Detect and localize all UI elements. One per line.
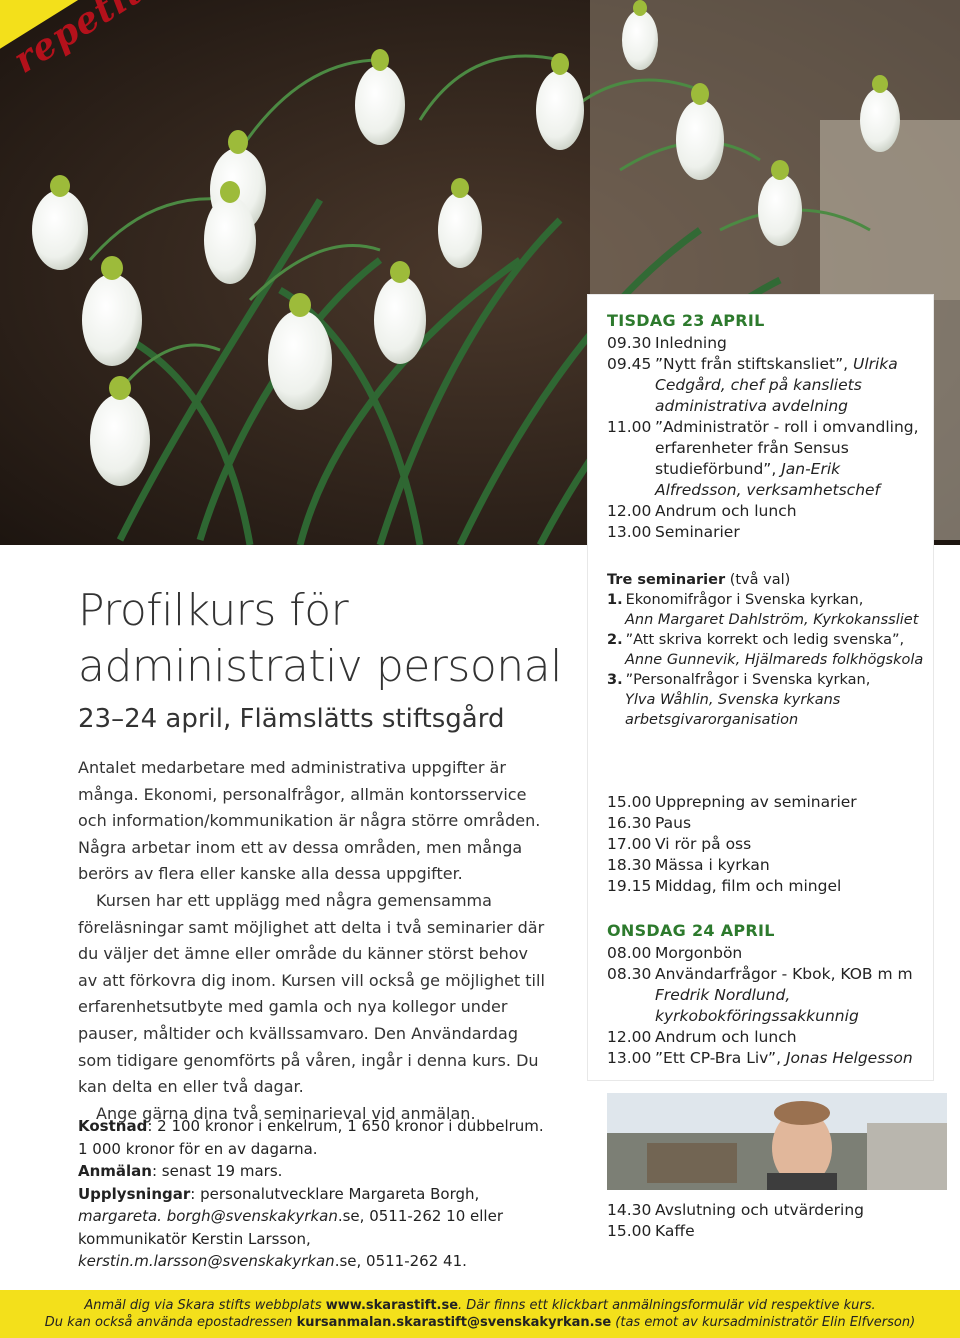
email-link[interactable]: margareta. <box>78 1207 162 1225</box>
schedule-item: 08.00 Morgonbön <box>607 944 743 962</box>
wednesday-schedule <box>607 920 927 1069</box>
seminars-heading: Tre seminarier (två val) <box>607 572 791 588</box>
paragraph: Ange gärna dina två seminarieval vid anmälan. <box>96 1103 476 1123</box>
page-subtitle: 23–24 april, Flämslätts stiftsgård <box>78 704 505 734</box>
schedule-item: 09.45 ”Nytt från stiftskansliet”, Ulrika Cedgård, chef på kansliets administrativa avdelning <box>607 355 898 415</box>
email-link[interactable]: kerstin.m.larsson@svenskakyrkan <box>78 1252 335 1270</box>
schedule-item: 09.30 Inledning <box>607 334 727 352</box>
seminar-list <box>607 570 927 730</box>
website-link[interactable]: www.skarastift.se <box>325 1298 459 1313</box>
schedule-item: 14.30 Avslutning och utvärdering <box>607 1201 865 1219</box>
schedule-item: 13.00 Seminarier <box>607 523 740 541</box>
schedule-item: 12.00 Andrum och lunch <box>607 1028 797 1046</box>
schedule-item: 11.00 ”Administratör - roll i omvandling, erfarenheter från Sensus studieförbund”, Jan-Erik Alfredsson, verksamhetschef <box>607 418 919 499</box>
page-title: Profilkurs för administrativ personal <box>78 585 562 692</box>
footer-banner: Anmäl dig via Skara stifts webbplats www.skarastift.se. Där finns ett klickbart anmälningsformulär vid respektive kurs. Du kan också använda epostadressen kursanmalan.skarastift@svenskakyrkan.se (tas emot av kursadministratör Elin Elfverson) <box>0 1290 960 1338</box>
schedule-item: 19.15 Middag, film och mingel <box>607 877 842 895</box>
seminar-item: 2. ”Att skriva korrekt och ledig svenska”, Anne Gunnevik, Hjälmareds folkhögskola <box>607 632 924 668</box>
speaker-photo <box>607 1093 947 1190</box>
tuesday-schedule <box>607 310 927 543</box>
schedule-item: 12.00 Andrum och lunch <box>607 502 797 520</box>
schedule-item: 15.00 Upprepning av seminarier <box>607 793 857 811</box>
paragraph: Antalet medarbetare med administrativa uppgifter är många. Ekonomi, personalfrågor, allmän kontorsservice och information/kommunikation är några större områden. Några arbetar inom ett av dessa områden, men många berörs av flera eller kanske alla dessa uppgifter. <box>78 758 541 884</box>
paragraph: Kursen har ett upplägg med några gemensamma föreläsningar samt möjlighet att delta i två seminarier där du väljer det ämne eller område du känner störst behov av att förkovra dig inom. Kursen vill också ge möjlighet till erfarenhetsutbyte med gamla och nya kollegor under pauser, måltider och kvällssamvaro. Den Användardag som tidigare genomförts på våren, ingår i denna kurs. Du kan delta en eller två dagar. <box>78 890 545 1097</box>
wednesday-heading: ONSDAG 24 APRIL <box>607 921 775 940</box>
tuesday-heading: TISDAG 23 APRIL <box>607 311 765 330</box>
schedule-item: 18.30 Mässa i kyrkan <box>607 856 770 874</box>
cost-info: Kostnad: 2 100 kronor i enkelrum, 1 650 kronor i dubbelrum. 1 000 kronor för en av dagarna. Anmälan: senast 19 mars. Upplysningar: personalutvecklare Margareta Borgh, margareta. borgh@svenskakyrkan.se, 0511-262 10 eller kommunikatör Kerstin Larsson, kerstin.m.larsson@svenskakyrkan.se, 0511-262 41. <box>78 1117 544 1270</box>
schedule-item: 16.30 Paus <box>607 814 692 832</box>
seminar-item: 1. Ekonomifrågor i Svenska kyrkan, Ann Margaret Dahlström, Kyrkokanssliet <box>607 592 919 628</box>
email-link[interactable]: borgh@svenskakyrkan <box>166 1207 338 1225</box>
body-text <box>78 755 548 1127</box>
schedule-item: 08.30 Användarfrågor - Kbok, KOB m m Fredrik Nordlund, kyrkobokföringssakkunnig <box>607 965 913 1025</box>
email-link[interactable]: kursanmalan.skarastift@svenskakyrkan.se <box>296 1315 612 1330</box>
schedule-item: 17.00 Vi rör på oss <box>607 835 752 853</box>
tuesday-evening <box>607 792 927 897</box>
seminar-item: 3. ”Personalfrågor i Svenska kyrkan, Ylva Wåhlin, Svenska kyrkans arbetsgivarorganisation <box>607 672 871 728</box>
schedule-item: 13.00 ”Ett CP-Bra Liv”, Jonas Helgesson <box>607 1049 913 1067</box>
schedule-item: 15.00 Kaffe <box>607 1222 695 1240</box>
wednesday-closing <box>607 1200 927 1242</box>
speaker-illustration <box>607 1093 947 1190</box>
